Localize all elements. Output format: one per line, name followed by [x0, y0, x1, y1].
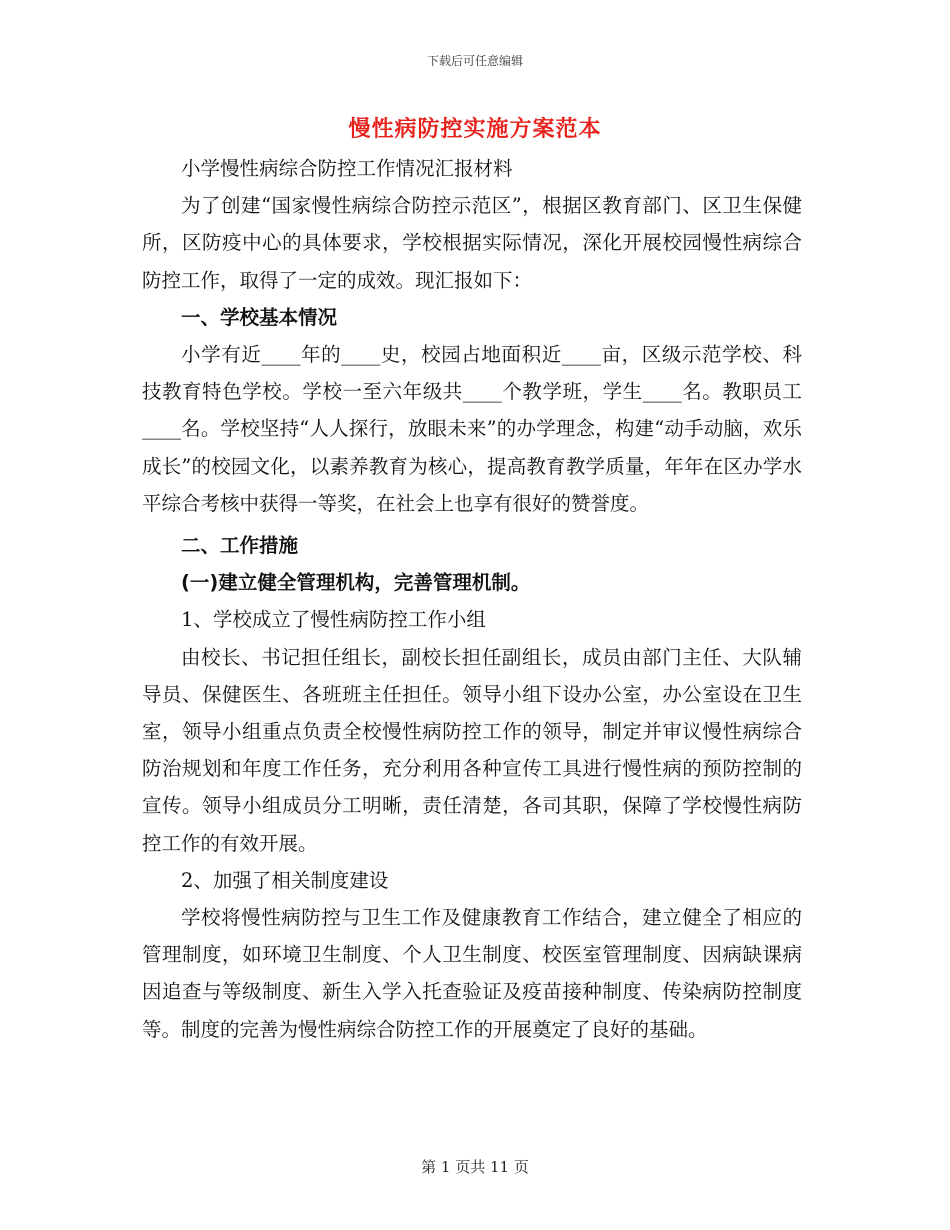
paragraph-intro: 为了创建“国家慢性病综合防控示范区”，根据区教育部门、区卫生保健所，区防疫中心的具体要求，学校根据实际情况，深化开展校园慢性病综合防控工作，取得了一定的成效。现汇报如下：	[142, 194, 802, 292]
heading-item-2: 2、加强了相关制度建设	[181, 868, 389, 892]
paragraph-leadership: 由校长、书记担任组长，副校长担任副组长，成员由部门主任、大队辅导员、保健医生、各班班主任担任。领导小组下设办公室，办公室设在卫生室，领导小组重点负责全校慢性病防控工作的领导，制定并审议慢性病综合防治规划和年度工作任务，充分利用各种宣传工具进行慢性病的预防控制的宣传。领导小组成员分工明晰，责任清楚，各司其职，保障了学校慢性病防控工作的有效开展。	[142, 645, 802, 855]
page-number: 第 1 页共 11 页	[421, 1158, 529, 1176]
paragraph-school-info: 小学有近____年的____史，校园占地面积近____亩，区级示范学校、科技教育特色学校。学校一至六年级共____个教学班，学生____名。教职员工____名。学校坚持“人人探行，放眼未来”的办学理念，构建“动手动脑，欢乐成长”的校园文化，以素养教育为核心，提高教育教学质量，年年在区办学水平综合考核中获得一等奖，在社会上也享有很好的赞誉度。	[142, 343, 802, 515]
heading-section-1: 一、学校基本情况	[181, 305, 338, 329]
paragraph-systems: 学校将慢性病防控与卫生工作及健康教育工作结合，建立健全了相应的管理制度，如环境卫生制度、个人卫生制度、校医室管理制度、因病缺课病因追查与等级制度、新生入学入托查验证及疫苗接种制度、传染病防控制度等。制度的完善为慢性病综合防控工作的开展奠定了良好的基础。	[142, 906, 802, 1041]
heading-section-2: 二、工作措施	[181, 534, 299, 558]
document-body	[142, 150, 802, 1048]
paragraph-subtitle: 小学慢性病综合防控工作情况汇报材料	[181, 157, 513, 180]
heading-item-1: 1、学校成立了慢性病防控工作小组	[181, 608, 486, 632]
document-title: 慢性病防控实施方案范本	[348, 116, 602, 142]
heading-subsection-1: (一)建立健全管理机构，完善管理机制。	[181, 571, 531, 595]
header-note: 下载后可任意编辑	[426, 54, 523, 68]
